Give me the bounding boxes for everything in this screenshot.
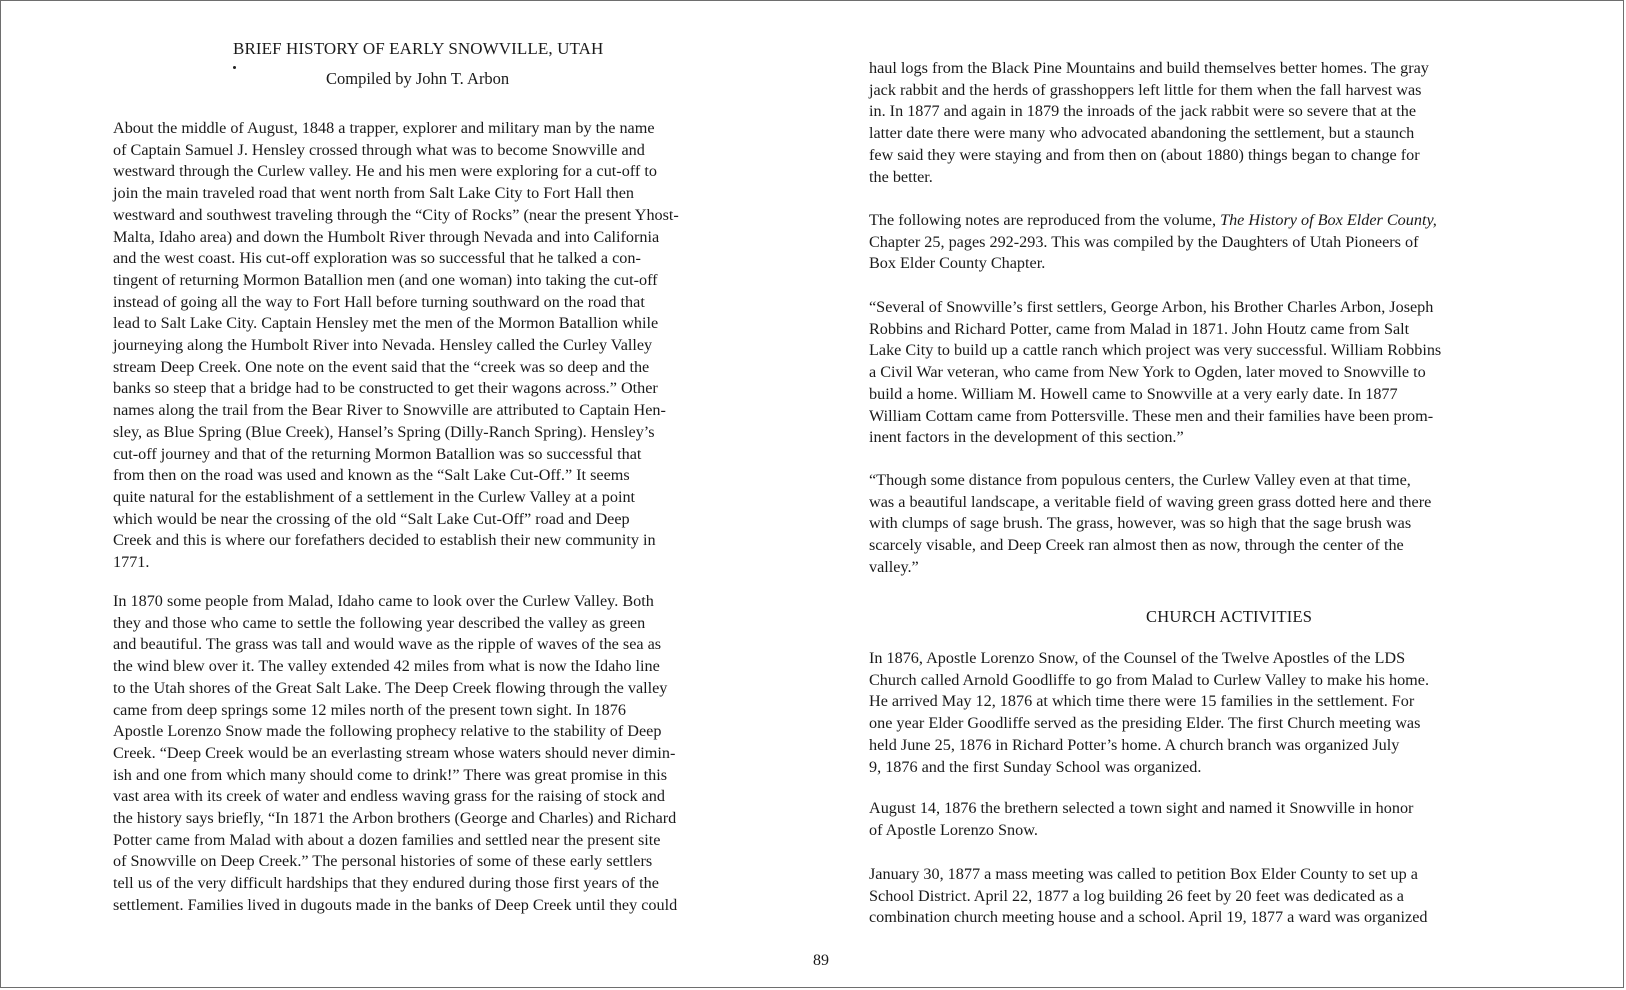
section-heading-church-activities: CHURCH ACTIVITIES [1146,607,1313,626]
paragraph-line: 1771. [113,553,150,572]
paragraph-line: of Captain Samuel J. Hensley crossed through what was to become Snowville and [113,140,645,159]
paragraph-line: cut-off journey and that of the returning Mormon Batallion was so successful that [113,444,642,463]
left-paragraph-2 [113,591,813,917]
paragraph-line: the better. [869,167,933,186]
paragraph-line: In 1870 some people from Malad, Idaho came to look over the Curlew Valley. Both [113,592,654,610]
left-paragraph-1 [113,118,813,574]
citation-rest [869,232,1581,275]
right-paragraph-3 [869,297,1581,449]
paragraph-line: settlement. Families lived in dugouts made in the banks of Deep Creek until they could [113,895,678,914]
paragraph-line: and the west coast. His cut-off exploration was so successful that he talked a con- [113,249,641,268]
paragraph-line: He arrived May 12, 1876 at which time there were 15 families in the settlement. For [869,692,1415,711]
paragraph-line: and beautiful. The grass was tall and would wave as the ripple of waves of the sea as [113,635,662,654]
paragraph-line: William Cottam came from Pottersville. These men and their families have been prom- [869,406,1434,425]
paragraph-line: tingent of returning Mormon Batallion men (and one woman) into taking the cut-off [113,270,658,289]
paragraph-line: instead of going all the way to Fort Hall before turning southward on the road that [113,292,645,311]
paragraph-line: few said they were staying and from then on (about 1880) things began to change for [869,145,1420,164]
paragraph-line: haul logs from the Black Pine Mountains and build themselves better homes. The gray [869,59,1429,77]
paragraph-line: vast area with its creek of water and endless waving grass for the raising of stock and [113,787,665,806]
paragraph-line: names along the trail from the Bear River to Snowville are attributed to Captain Hen- [113,401,666,420]
paragraph-line: latter date there were many who advocated abandoning the settlement, but a staunch [869,124,1415,143]
paragraph-line: one year Elder Goodliffe served as the presiding Elder. The first Church meeting was [869,714,1421,733]
book-title: The History of Box Elder County, [1220,211,1437,229]
paragraph-line: Creek and this is where our forefathers decided to establish their new community in [113,531,656,550]
paragraph-line: Creek. “Deep Creek would be an everlasting stream whose waters should never dimin- [113,743,676,762]
paragraph-line: in. In 1877 and again in 1879 the inroads of the jack rabbit were so severe that at the [869,102,1417,121]
paragraph-line: sley, as Blue Spring (Blue Creek), Hansel’s Spring (Dilly-Ranch Spring). Hensley’s [113,422,655,441]
paragraph-line: they and those who came to settle the following year described the valley as green [113,613,646,632]
paragraph-line: About the middle of August, 1848 a trapper, explorer and military man by the name [113,119,655,137]
paragraph-line: “Though some distance from populous centers, the Curlew Valley even at that time, [869,471,1411,489]
paragraph-line: Church called Arnold Goodliffe to go from Malad to Curlew Valley to make his home. [869,670,1430,689]
ink-speck [233,66,236,69]
right-paragraph-7 [869,864,1581,929]
paragraph-line: to the Utah shores of the Great Salt Lake. The Deep Creek flowing through the valley [113,678,668,697]
right-paragraph-1 [869,58,1581,188]
paragraph-line: of Snowville on Deep Creek.” The personal histories of some of these early settlers [113,852,653,871]
right-paragraph-6 [869,798,1581,841]
paragraph-line: Robbins and Richard Potter, came from Malad in 1871. John Houtz came from Salt [869,319,1410,338]
paragraph-line: Malta, Idaho area) and down the Humbolt River through Nevada and into California [113,227,660,246]
paragraph-line: inent factors in the development of this section.” [869,428,1184,447]
paragraph-line: Box Elder County Chapter. [869,254,1046,273]
paragraph-line: held June 25, 1876 in Richard Potter’s home. A church branch was organized July [869,735,1400,754]
paragraph-line: In 1876, Apostle Lorenzo Snow, of the Counsel of the Twelve Apostles of the LDS [869,649,1406,667]
paragraph-line [869,210,1581,232]
paragraph-line: August 14, 1876 the brethern selected a town sight and named it Snowville in honor [869,799,1414,817]
document-title: BRIEF HISTORY OF EARLY SNOWVILLE, UTAH [233,39,604,58]
paragraph-line: January 30, 1877 a mass meeting was called to petition Box Elder County to set up a [869,865,1418,883]
paragraph-line: combination church meeting house and a school. April 19, 1877 a ward was organized [869,908,1428,927]
paragraph-line: from then on the road was used and known as the “Salt Lake Cut-Off.” It seems [113,466,630,485]
right-paragraph-5 [869,648,1581,778]
paragraph-line: build a home. William M. Howell came to Snowville at a very early date. In 1877 [869,384,1398,403]
document-subtitle: Compiled by John T. Arbon [326,69,510,88]
paragraph-line: was a beautiful landscape, a veritable field of waving green grass dotted here and there [869,492,1432,511]
paragraph-line: valley.” [869,557,919,576]
paragraph-line: which would be near the crossing of the old “Salt Lake Cut-Off” road and Deep [113,509,630,528]
paragraph-line: jack rabbit and the herds of grasshoppers left little for them when the fall harvest was [869,80,1422,99]
paragraph-line: of Apostle Lorenzo Snow. [869,820,1038,839]
paragraph-line: scarcely visable, and Deep Creek ran almost then as now, through the center of the [869,536,1404,555]
page-number: 89 [813,952,829,969]
paragraph-line: ish and one from which many should come to drink!” There was great promise in this [113,765,667,784]
right-paragraph-2 [869,210,1581,275]
paragraph-line: westward and southwest traveling through the “City of Rocks” (near the present Yhost- [113,205,679,224]
paragraph-line: the wind blew over it. The valley extended 42 miles from what is now the Idaho line [113,657,660,676]
paragraph-line: lead to Salt Lake City. Captain Hensley met the men of the Mormon Batallion while [113,314,659,333]
paragraph-line: banks so steep that a bridge had to be constructed to get their wagons across.” Other [113,379,658,398]
paragraph-line: tell us of the very difficult hardships that they endured during those first years of the [113,874,659,893]
paragraph-line: 9, 1876 and the first Sunday School was organized. [869,757,1202,776]
paragraph-line: join the main traveled road that went north from Salt Lake City to Fort Hall then [113,184,635,203]
paragraph-line: stream Deep Creek. One note on the event said that the “creek was so deep and the [113,357,650,376]
paragraph-line: Potter came from Malad with about a dozen families and settled near the present site [113,830,661,849]
paragraph-line: “Several of Snowville’s first settlers, George Arbon, his Brother Charles Arbon, Joseph [869,298,1434,316]
paragraph-line: School District. April 22, 1877 a log building 26 feet by 20 feet was dedicated as a [869,886,1404,905]
citation-lead: The following notes are reproduced from the volume, [869,211,1221,229]
paragraph-line: Chapter 25, pages 292-293. This was compiled by the Daughters of Utah Pioneers of [869,232,1419,251]
paragraph-line: quite natural for the establishment of a settlement in the Curlew Valley at a point [113,487,636,506]
paragraph-line: came from deep springs some 12 miles north of the present town sight. In 1876 [113,700,626,719]
right-paragraph-4 [869,470,1581,579]
paragraph-line: Apostle Lorenzo Snow made the following prophecy relative to the stability of Deep [113,722,662,741]
paragraph-line: with clumps of sage brush. The grass, however, was so high that the sage brush was [869,514,1412,533]
paragraph-line: the history says briefly, “In 1871 the Arbon brothers (George and Charles) and Richard [113,809,677,828]
paragraph-line: a Civil War veteran, who came from New York to Ogden, later moved to Snowville to [869,363,1426,382]
paragraph-line: Lake City to build up a cattle ranch which project was very successful. William Robbins [869,341,1442,360]
paragraph-line: journeying along the Humbolt River into Nevada. Hensley called the Curley Valley [113,336,653,355]
paragraph-line: westward through the Curlew valley. He and his men were exploring for a cut-off to [113,162,657,181]
